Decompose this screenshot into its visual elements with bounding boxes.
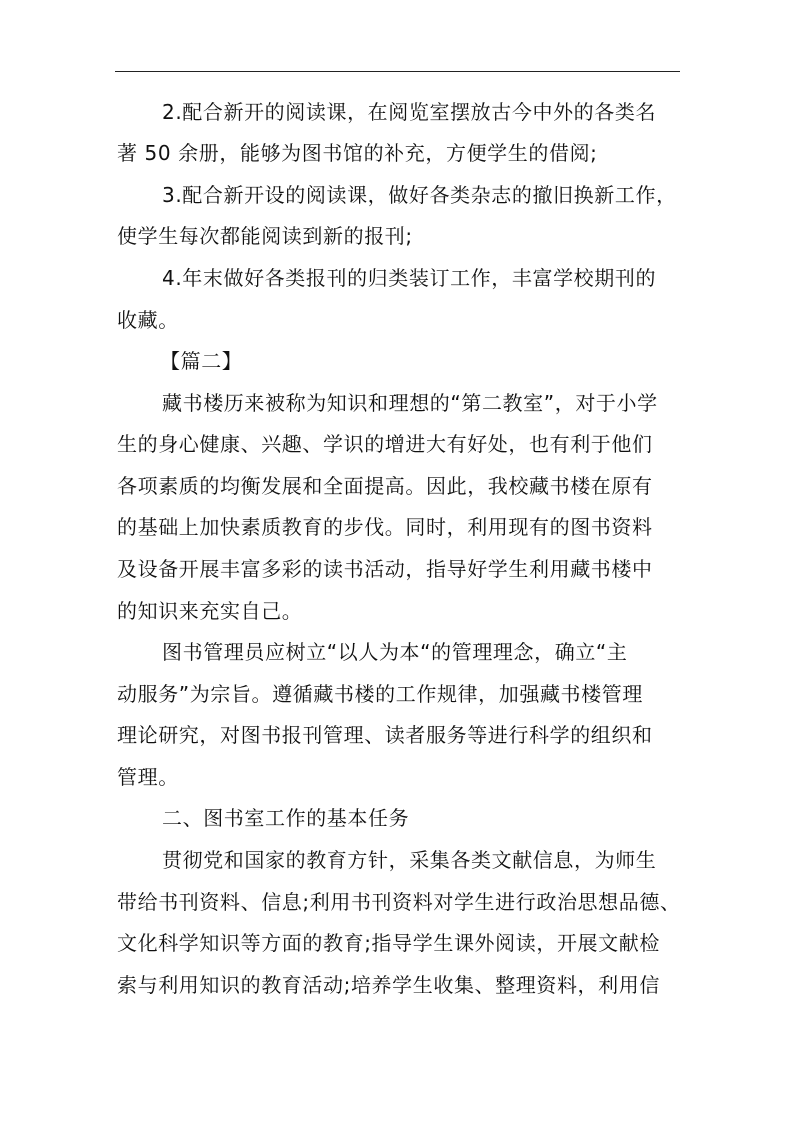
text-line-3: 3.配合新开设的阅读课，做好各类杂志的撤旧换新工作，	[162, 183, 677, 207]
text-line-16: 理论研究，对图书报刊管理、读者服务等进行科学的组织和	[117, 723, 653, 747]
section-heading-part-two: 【篇二】	[160, 349, 243, 373]
text-line-9: 生的身心健康、兴趣、学识的增进大有好处，也有利于他们	[117, 432, 653, 456]
text-line-1: 2.配合新开的阅读课，在阅览室摆放古今中外的各类名	[162, 100, 657, 124]
text-line-19: 贯彻党和国家的教育方针，采集各类文献信息，为师生	[162, 848, 657, 872]
text-line-4: 使学生每次都能阅读到新的报刊;	[117, 224, 413, 248]
text-line-17: 管理。	[117, 765, 179, 789]
text-line-10: 各项素质的均衡发展和全面提高。因此，我校藏书楼在原有	[117, 474, 653, 498]
text-line-15: 动服务”为宗旨。遵循藏书楼的工作规律，加强藏书楼管理	[117, 682, 643, 706]
text-line-14: 图书管理员应树立“以人为本“的管理理念，确立“主	[162, 640, 628, 664]
text-line-11: 的基础上加快素质教育的步伐。同时，利用现有的图书资料	[117, 515, 653, 539]
text-line-13: 的知识来充实自己。	[117, 599, 303, 623]
text-line-20: 带给书刊资料、信息;利用书刊资料对学生进行政治思想品德、	[117, 890, 681, 914]
text-line-6: 收藏。	[117, 308, 179, 332]
section-heading-basic-tasks: 二、图书室工作的基本任务	[162, 806, 410, 830]
text-line-21: 文化科学知识等方面的教育;指导学生课外阅读，开展文献检	[117, 931, 660, 955]
header-rule	[115, 71, 680, 72]
text-line-2: 著 50 余册，能够为图书馆的补充，方便学生的借阅;	[117, 141, 598, 165]
text-line-22: 索与利用知识的教育活动;培养学生收集、整理资料，利用信	[117, 973, 660, 997]
text-line-5: 4.年末做好各类报刊的归类装订工作，丰富学校期刊的	[162, 266, 657, 290]
text-line-12: 及设备开展丰富多彩的读书活动，指导好学生利用藏书楼中	[117, 557, 653, 581]
text-line-8: 藏书楼历来被称为知识和理想的“第二教室”，对于小学	[162, 391, 658, 415]
